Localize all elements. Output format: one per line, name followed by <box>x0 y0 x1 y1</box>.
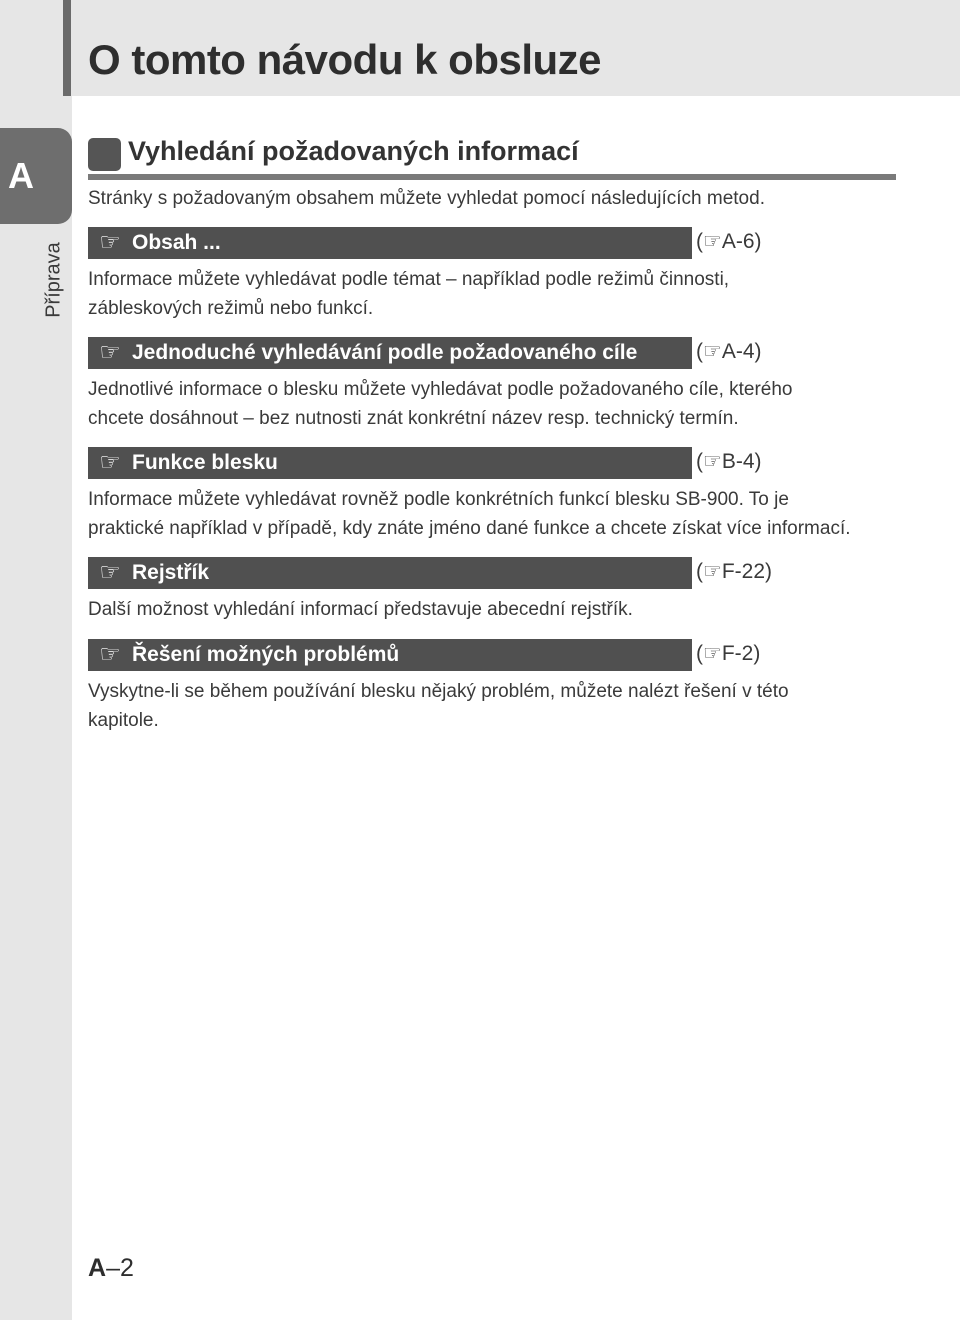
section-title: Vyhledání požadovaných informací <box>128 136 579 166</box>
section-intro: Stránky s požadovaným obsahem můžete vyhledat pomocí následujících metod. <box>88 188 765 209</box>
desc-line: zábleskových režimů nebo funkcí. <box>88 298 374 319</box>
entry-title[interactable]: Jednoduché vyhledávání podle požadovaného cíle <box>132 341 638 364</box>
section-rule <box>88 174 896 180</box>
entry-bar <box>88 557 692 589</box>
section-header <box>88 136 896 176</box>
desc-line: Jednotlivé informace o blesku můžete vyhledávat podle požadovaného cíle, kterého <box>88 379 793 400</box>
ref-open-paren: ( <box>696 560 703 583</box>
pointing-hand-icon: ☞ <box>99 641 121 668</box>
pointing-hand-icon: ☞ <box>99 559 121 586</box>
entry-bar <box>88 447 692 479</box>
page-letter: A <box>88 1254 107 1282</box>
page-digit: –2 <box>106 1254 134 1282</box>
desc-line: Vyskytne-li se během používání blesku nějaký problém, můžete nalézt řešení v této <box>88 681 789 702</box>
entry-page-ref[interactable] <box>696 449 762 474</box>
chapter-side-label: Příprava <box>42 242 65 318</box>
entry-description <box>88 265 898 323</box>
pointing-hand-icon: ☞ <box>703 450 722 473</box>
ref-label: A-6) <box>721 230 762 253</box>
ref-open-paren: ( <box>696 642 703 665</box>
ref-label: F-2) <box>721 642 761 665</box>
header-rule <box>63 0 71 96</box>
entry-flash-functions <box>88 447 898 543</box>
desc-line: chcete dosáhnout – bez nutnosti znát konkrétní název resp. technický termín. <box>88 408 739 429</box>
pointing-hand-icon: ☞ <box>99 339 121 366</box>
desc-line: praktické například v případě, kdy znáte jméno dané funkce a chcete získat více informací. <box>88 518 851 539</box>
entry-page-ref[interactable] <box>696 641 760 666</box>
ref-label: F-22) <box>721 560 773 583</box>
ref-label: A-4) <box>721 340 762 363</box>
entry-title[interactable]: Funkce blesku <box>132 451 278 474</box>
entry-bar <box>88 227 692 259</box>
pointing-hand-icon: ☞ <box>99 229 121 256</box>
entry-page-ref[interactable] <box>696 339 762 364</box>
ref-label: B-4) <box>721 450 762 473</box>
desc-line: Informace můžete vyhledávat rovněž podle konkrétních funkcí blesku SB-900. To je <box>88 489 789 510</box>
chapter-tab: A <box>0 128 72 224</box>
pointing-hand-icon: ☞ <box>703 642 722 665</box>
entry-description <box>88 677 898 735</box>
entry-troubleshooting <box>88 639 898 735</box>
entry-bar <box>88 337 692 369</box>
pointing-hand-icon: ☞ <box>703 560 722 583</box>
entry-contents <box>88 227 898 323</box>
entry-index <box>88 557 898 624</box>
entry-title[interactable]: Rejstřík <box>132 561 210 584</box>
desc-line: Informace můžete vyhledávat podle témat – například podle režimů činnosti, <box>88 269 730 290</box>
entry-description <box>88 595 898 624</box>
ref-open-paren: ( <box>696 230 703 253</box>
pointing-hand-icon: ☞ <box>703 230 722 253</box>
page-number <box>88 1254 134 1283</box>
pointing-hand-icon: ☞ <box>703 340 722 363</box>
desc-line: kapitole. <box>88 710 159 731</box>
entry-title[interactable]: Obsah ... <box>132 231 221 254</box>
page-title: O tomto návodu k obsluze <box>88 36 602 83</box>
section-square-icon <box>88 138 121 171</box>
ref-open-paren: ( <box>696 340 703 363</box>
entry-goal-search <box>88 337 898 433</box>
entry-description <box>88 375 898 433</box>
pointing-hand-icon: ☞ <box>99 449 121 476</box>
entry-title[interactable]: Řešení možných problémů <box>132 643 400 666</box>
entry-page-ref[interactable] <box>696 559 772 584</box>
entry-bar <box>88 639 692 671</box>
entry-description <box>88 485 898 543</box>
entry-page-ref[interactable] <box>696 229 762 254</box>
ref-open-paren: ( <box>696 450 703 473</box>
desc-line: Další možnost vyhledání informací představuje abecední rejstřík. <box>88 599 633 620</box>
